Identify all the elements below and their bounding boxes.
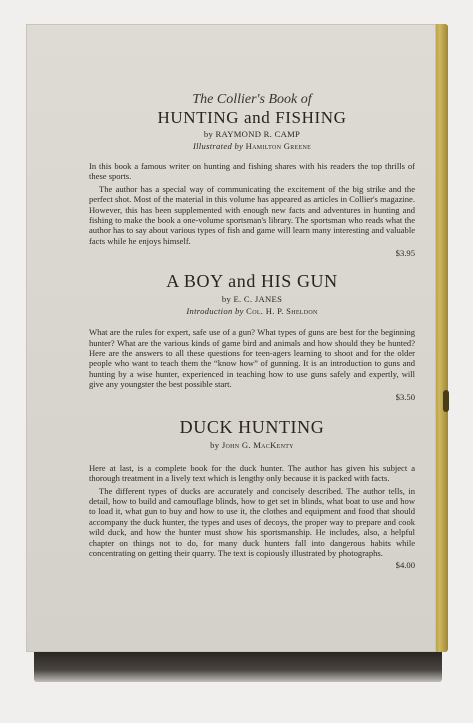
introduction-credit [89, 305, 415, 317]
intro-name: Col. H. P. Sheldon [246, 306, 318, 317]
book-title: DUCK HUNTING [179, 416, 325, 437]
price: $4.00 [395, 560, 415, 571]
book-title: A BOY and HIS GUN [166, 271, 338, 292]
author-byline: by RAYMOND R. CAMP [203, 129, 301, 139]
author-name: John G. MacKenty [221, 439, 294, 450]
book-listing-duck-hunting [89, 417, 415, 572]
author-byline [89, 439, 415, 451]
price: $3.95 [395, 248, 415, 259]
book-listing-boy-gun [89, 271, 415, 402]
cover-content [89, 92, 415, 571]
book-shadow [34, 652, 442, 682]
book-spine [434, 24, 448, 652]
author-byline: by E. C. JANES [221, 294, 283, 305]
description-paragraph: The author has a special way of communicating the excitement of the big strike and the perfect shot. Most of the material in this volume has appeared as articles in Collier's magazine. However, this has been supplemented with enough new facts and adventures in hunting and fishing to make the book a one-volume sportsman's library. The sportsman who reads what the author has to say about various types of fish and game will learn many interesting and valuable facts while he enjoys himself. [89, 183, 415, 246]
spine-mark [443, 390, 449, 412]
series-title: The Collier's Book of [192, 92, 312, 107]
price: $3.50 [395, 391, 415, 402]
book-title: HUNTING and FISHING [157, 108, 347, 127]
illustrator-credit [89, 140, 415, 152]
intro-prefix: Introduction by [186, 306, 244, 317]
back-cover [26, 24, 436, 652]
book-listing-hunting-fishing [89, 92, 415, 259]
description-paragraph: The different types of ducks are accurately and concisely described. The author tells, in detail, how to build and camouflage blinds, how to get set in blinds, what boat to use and how to load it, what gun to buy and how to use it, the clothes and equipment and food that should accompany the duck hunter, the types and uses of decoys, the proper way to prepare and cook wild duck, and how the hunter must show his sportsmanship. He includes, also, a helpful chapter on things not to do, for many duck hunters fall into dangerous habits while concentrating on getting their quarry. The text is copiously illustrated by photographs. [89, 485, 415, 558]
description-paragraph: In this book a famous writer on hunting and fishing shares with his readers the top thrills of these sports. [89, 161, 415, 182]
illustrator-name: Hamilton Greene [245, 141, 312, 151]
description-paragraph: What are the rules for expert, safe use of a gun? What types of guns are best for the beginning hunter? What are the various kinds of game bird and animals and how should they be hunted? Here are the answers to all these questions for teen-agers learning to shoot and for the older people who want to teach them the “know how” of gunning. It is an introduction to guns and hunting by a wise hunter, experienced in teaching how to use guns safely and expertly, will give any youngster the best possible start. [89, 327, 415, 390]
byline-prefix: by [210, 439, 220, 450]
description-paragraph: Here at last, is a complete book for the duck hunter. The author has given his subject a thorough treatment in a lively text which is lengthy only because it is packed with facts. [89, 462, 415, 484]
illustrator-prefix: Illustrated by [192, 141, 244, 151]
